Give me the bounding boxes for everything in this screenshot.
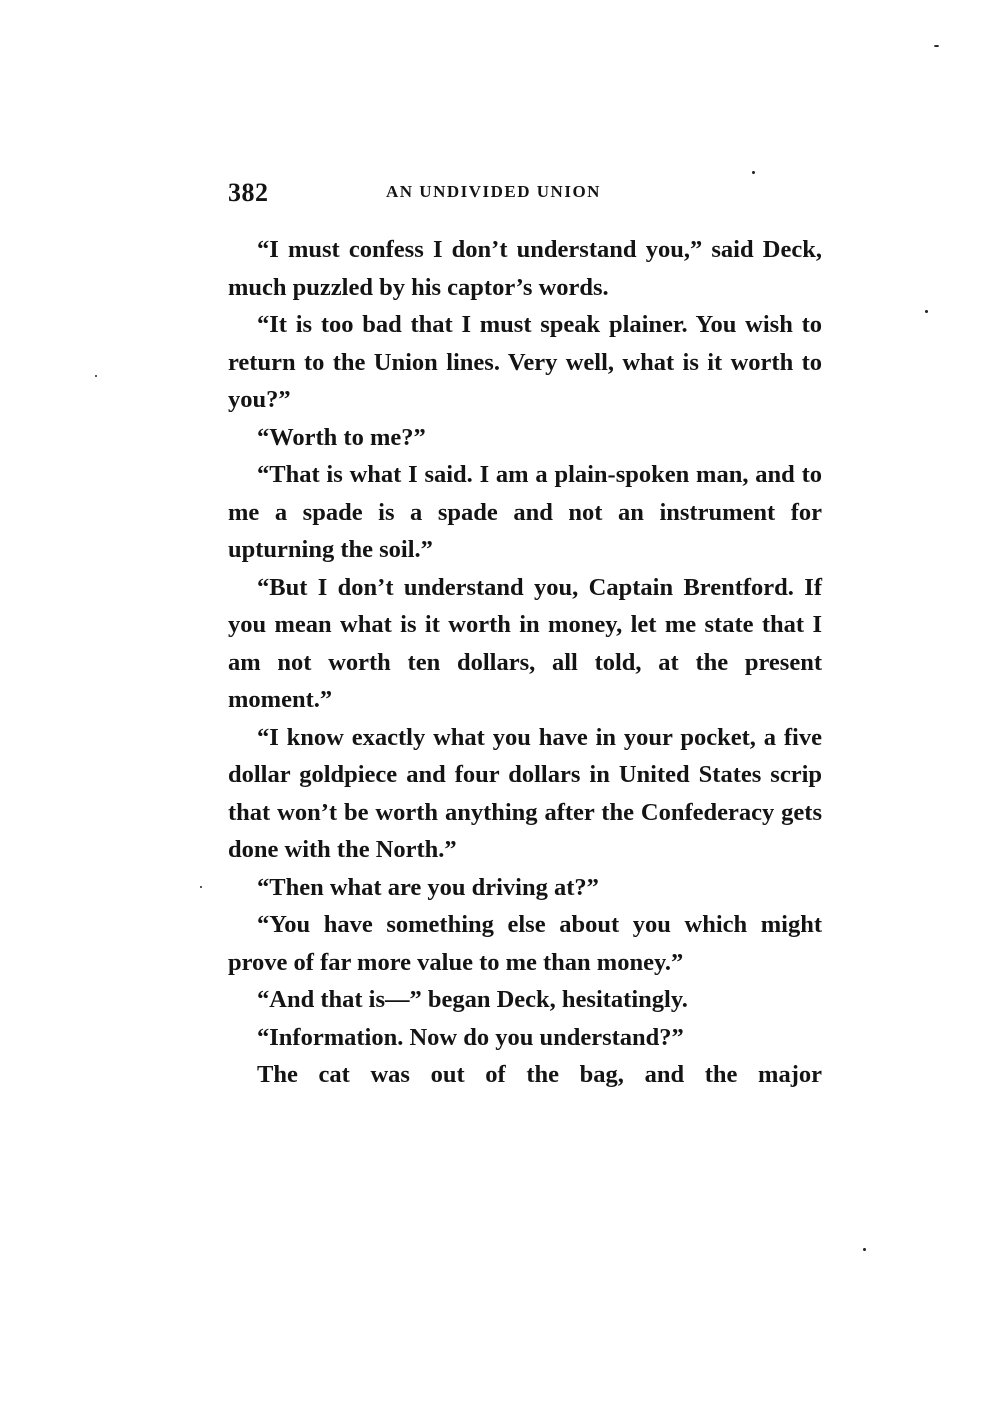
scan-speck xyxy=(752,171,755,174)
paragraph: “It is too bad that I must speak plainer. You wish to return to the Union lines. Very well, what is it worth to you?” xyxy=(228,311,822,413)
paragraph: The cat was out of the bag, and the major xyxy=(257,1061,822,1088)
paragraph: “I must confess I don’t understand you,” said Deck, much puzzled by his captor’s words. xyxy=(228,236,822,301)
scan-speck xyxy=(863,1248,866,1251)
paragraph: “Information. Now do you understand?” xyxy=(257,1023,684,1051)
running-head: AN UNDIVIDED UNION xyxy=(386,182,601,201)
paragraph: “You have something else about you which might prove of far more value to me than money.” xyxy=(228,911,822,976)
scan-speck xyxy=(200,886,202,888)
paragraph: “But I don’t understand you, Captain Brentford. If you mean what is it worth in money, let me state that I am not worth ten dollars, all told, at the present moment.” xyxy=(228,573,822,713)
scan-speck xyxy=(95,375,97,377)
paragraph: “Then what are you driving at?” xyxy=(257,873,599,901)
scan-speck xyxy=(925,310,928,313)
paragraph: “And that is—” began Deck, hesitatingly. xyxy=(257,986,688,1013)
body-text xyxy=(228,231,822,1094)
paragraph: “I know exactly what you have in your pocket, a five dollar goldpiece and four dollars in United States scrip that won’t be worth anything after the Confederacy gets done with the North.” xyxy=(228,723,822,863)
paragraph: “Worth to me?” xyxy=(257,423,426,451)
scan-speck xyxy=(934,45,939,47)
paragraph: “That is what I said. I am a plain-spoken man, and to me a spade is a spade and not an instrument for upturning the soil.” xyxy=(228,461,822,563)
page-header xyxy=(228,178,828,212)
page-number: 382 xyxy=(228,178,269,207)
